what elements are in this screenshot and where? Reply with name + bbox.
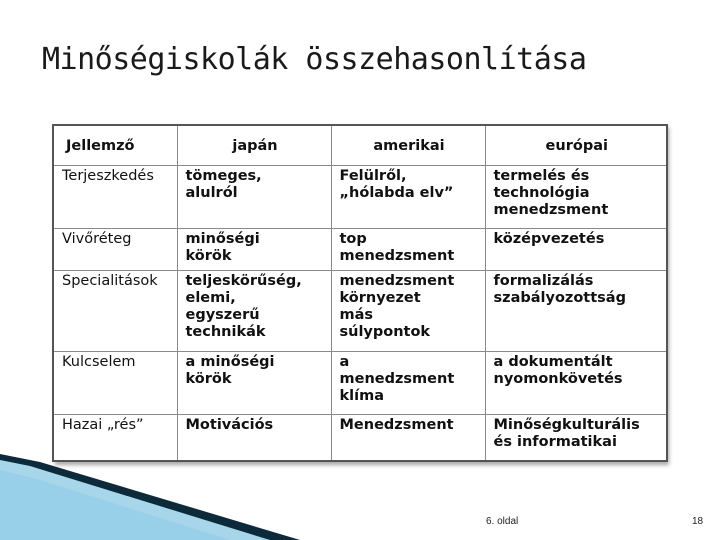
row-label: Terjeszkedés xyxy=(53,166,177,229)
column-header-feature: Jellemző xyxy=(53,125,177,166)
decor-light-wedge-2 xyxy=(0,470,230,540)
table-cell: a menedzsment klíma xyxy=(331,352,485,415)
footer-page-label: 6. oldal xyxy=(486,516,519,527)
column-header-japanese: japán xyxy=(177,125,331,166)
table-cell: menedzsment környezet más súlypontok xyxy=(331,271,485,352)
slide-title: Minőségiskolák összehasonlítása xyxy=(42,42,587,77)
table-cell: Minőségkulturális és informatikai xyxy=(485,414,667,461)
table-cell: a dokumentált nyomonkövetés xyxy=(485,352,667,415)
column-header-european: európai xyxy=(485,125,667,166)
table-cell: top menedzsment xyxy=(331,228,485,271)
table-cell: teljeskörűség, elemi, egyszerű technikák xyxy=(177,271,331,352)
table-header-row xyxy=(53,125,667,166)
table-cell: minőségi körök xyxy=(177,228,331,271)
table-cell: a minőségi körök xyxy=(177,352,331,415)
table-cell: Menedzsment xyxy=(331,414,485,461)
row-label: Hazai „rés” xyxy=(53,414,177,461)
table-cell: formalizálás szabályozottság xyxy=(485,271,667,352)
table-row xyxy=(53,228,667,271)
table-row xyxy=(53,166,667,229)
column-header-american: amerikai xyxy=(331,125,485,166)
slide-number: 18 xyxy=(692,516,704,527)
table-cell: tömeges, alulról xyxy=(177,166,331,229)
table-cell: termelés és technológia menedzsment xyxy=(485,166,667,229)
table-cell: Motivációs xyxy=(177,414,331,461)
row-label: Specialitások xyxy=(53,271,177,352)
row-label: Kulcselem xyxy=(53,352,177,415)
comparison-table-wrapper xyxy=(52,124,666,462)
table-cell: középvezetés xyxy=(485,228,667,271)
corner-decoration xyxy=(0,440,300,540)
table-row xyxy=(53,352,667,415)
table-row xyxy=(53,271,667,352)
table-cell: Felülről, „hólabda elv” xyxy=(331,166,485,229)
comparison-table xyxy=(52,124,668,462)
row-label: Vivőréteg xyxy=(53,228,177,271)
